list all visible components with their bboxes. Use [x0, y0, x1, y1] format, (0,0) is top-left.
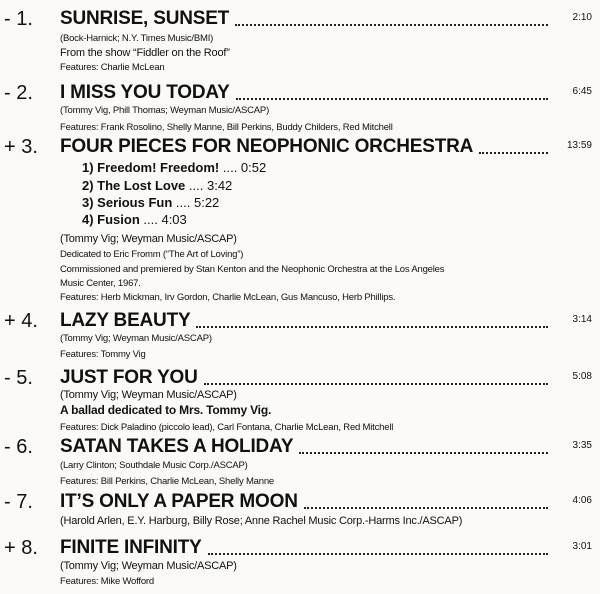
track-title: FINITE INFINITY	[60, 537, 202, 558]
track-features: Features: Herb Mickman, Irv Gordon, Charlie McLean, Gus Mancuso, Herb Phillips.	[60, 292, 396, 303]
dot-leader	[299, 452, 548, 454]
track-7	[0, 489, 600, 527]
track-2	[0, 80, 600, 133]
track-duration: 4:06	[572, 495, 592, 506]
dot-leader	[204, 383, 548, 385]
track-credits: (Tommy Vig; Weyman Music/ASCAP)	[60, 233, 237, 245]
track-duration: 3:35	[572, 440, 592, 451]
track-features: Features: Charlie McLean	[60, 62, 165, 73]
track-commission: Commissioned and premiered by Stan Kenton and the Neophonic Orchestra at the Los Angeles	[60, 264, 445, 275]
part-1: 1) Freedom! Freedom! .... 0:52	[82, 160, 267, 175]
track-duration: 3:14	[572, 314, 592, 325]
track-credits: (Tommy Vig; Weyman Music/ASCAP)	[60, 389, 237, 401]
track-features: Features: Tommy Vig	[60, 349, 146, 360]
track-number: - 7.	[4, 491, 33, 513]
dot-leader	[235, 24, 548, 26]
track-title: SUNRISE, SUNSET	[60, 8, 230, 29]
track-duration: 3:01	[572, 541, 592, 552]
track-duration: 6:45	[572, 86, 592, 97]
dot-leader	[479, 152, 548, 154]
track-commission-cont: Music Center, 1967.	[60, 278, 141, 289]
track-note: From the show “Fiddler on the Roof”	[60, 47, 230, 59]
track-credits: (Tommy Vig; Weyman Music/ASCAP)	[60, 560, 237, 572]
track-number: - 6.	[4, 436, 33, 458]
track-features: Features: Bill Perkins, Charlie McLean, Shelly Manne	[60, 476, 275, 487]
track-title: IT’S ONLY A PAPER MOON	[60, 491, 298, 512]
track-5	[0, 365, 600, 433]
track-4	[0, 308, 600, 360]
track-duration: 5:08	[572, 371, 592, 382]
dot-leader	[304, 507, 548, 509]
track-credits: (Tommy Vig, Phill Thomas; Weyman Music/ASCAP)	[60, 105, 270, 116]
track-number: - 2.	[4, 82, 33, 104]
part-2: 2) The Lost Love .... 3:42	[82, 178, 233, 193]
track-duration: 13:59	[566, 140, 592, 151]
track-title: SATAN TAKES A HOLIDAY	[60, 436, 294, 457]
track-duration: 2:10	[572, 12, 592, 23]
track-credits: (Bock-Harnick; N.Y. Times Music/BMI)	[60, 33, 214, 44]
track-credits: (Harold Arlen, E.Y. Harburg, Billy Rose; Anne Rachel Music Corp.-Harms Inc./ASCAP)	[60, 515, 463, 527]
dot-leader	[208, 553, 548, 555]
dot-leader	[236, 98, 548, 100]
dot-leader	[196, 326, 548, 328]
track-features: Features: Frank Rosolino, Shelly Manne, Bill Perkins, Buddy Childers, Red Mitchell	[60, 122, 393, 133]
part-3: 3) Serious Fun .... 5:22	[82, 195, 220, 210]
track-dedication: A ballad dedicated to Mrs. Tommy Vig.	[60, 403, 272, 417]
track-6	[0, 434, 600, 487]
track-3	[0, 134, 600, 303]
track-features: Features: Mike Wofford	[60, 576, 154, 587]
part-4: 4) Fusion .... 4:03	[82, 212, 187, 227]
track-credits: (Larry Clinton; Southdale Music Corp./ASCAP)	[60, 460, 248, 471]
track-title: JUST FOR YOU	[60, 367, 198, 388]
track-1	[0, 6, 600, 73]
track-credits: (Tommy Vig; Weyman Music/ASCAP)	[60, 333, 212, 344]
track-number: + 3.	[4, 136, 38, 158]
track-number: - 5.	[4, 367, 33, 389]
track-title: LAZY BEAUTY	[60, 310, 191, 331]
track-title: I MISS YOU TODAY	[60, 82, 230, 103]
track-dedication: Dedicated to Eric Fromm (“The Art of Loving”)	[60, 249, 244, 260]
track-features: Features: Dick Paladino (piccolo lead), Carl Fontana, Charlie McLean, Red Mitchell	[60, 422, 394, 433]
track-number: + 4.	[4, 310, 38, 332]
track-number: - 1.	[4, 8, 33, 30]
track-number: + 8.	[4, 537, 38, 559]
track-8	[0, 535, 600, 587]
track-title: FOUR PIECES FOR NEOPHONIC ORCHESTRA	[60, 136, 474, 157]
